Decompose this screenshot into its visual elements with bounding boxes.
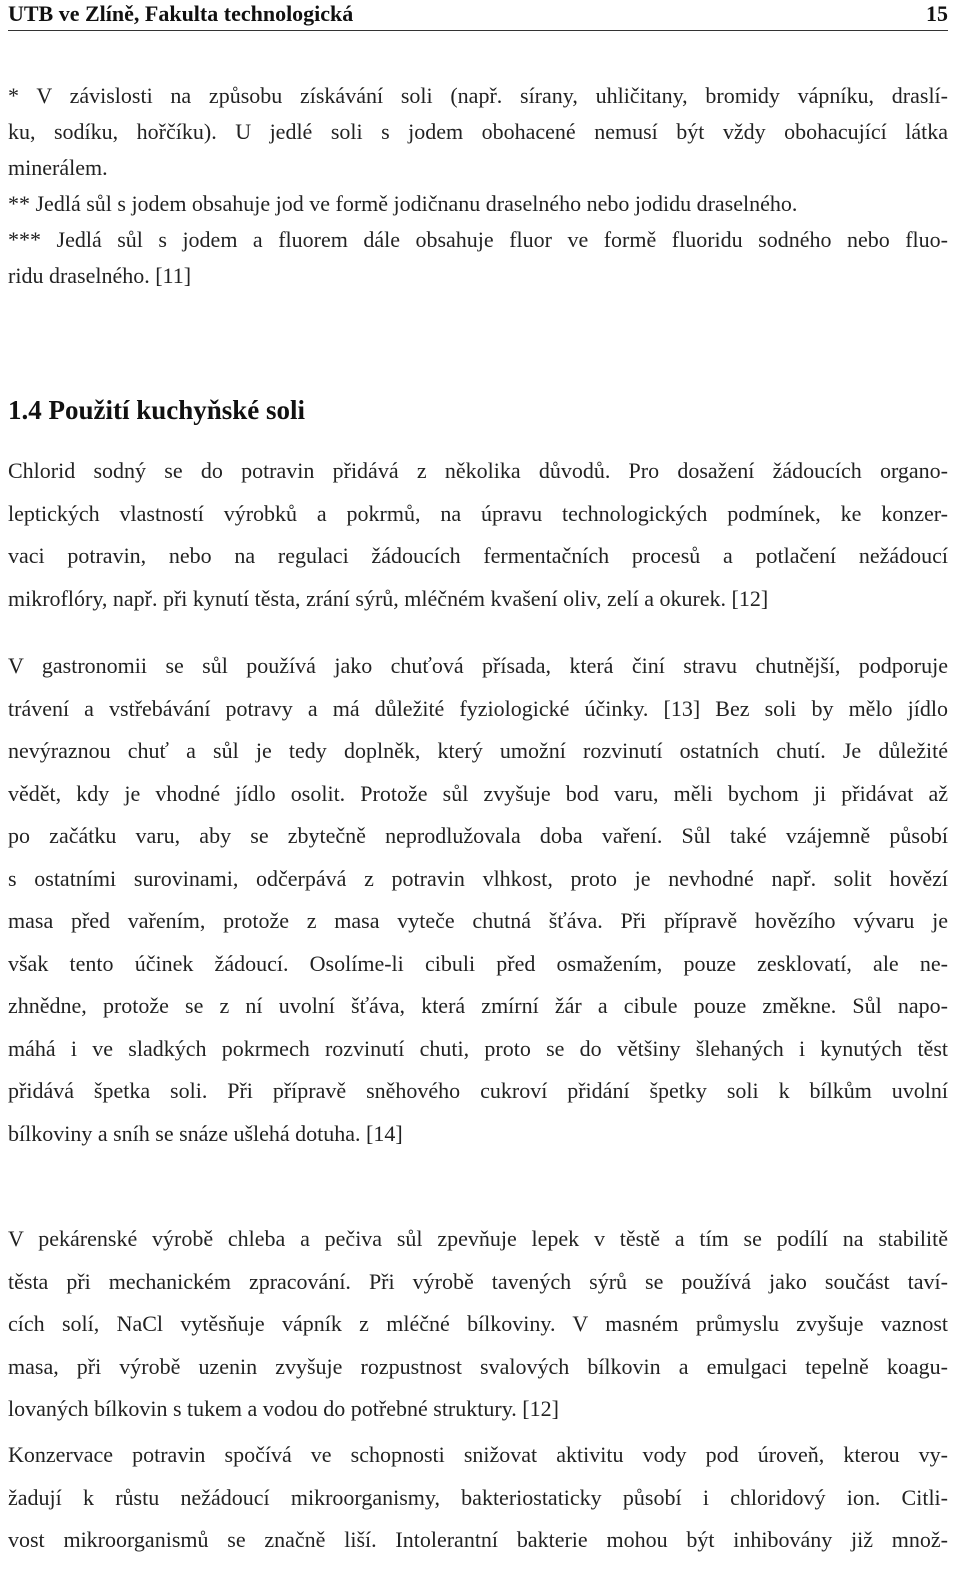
text-line: masa, při výrobě uzenin zvyšuje rozpustnost svalových bílkovin a emulgaci tepelně koagu- xyxy=(8,1353,948,1379)
paragraph xyxy=(8,450,948,620)
text-line: vědět, kdy je vhodné jídlo osolit. Protože sůl zvyšuje bod varu, měli bychom ji přidávat až xyxy=(8,780,948,806)
text-line: lovaných bílkovin s tukem a vodou do potřebné struktury. [12] xyxy=(8,1396,559,1421)
note-line: * V závislosti na způsobu získávání soli (např. sírany, uhličitany, bromidy vápníku, draslí- xyxy=(8,83,948,108)
note-line: minerálem. xyxy=(8,155,108,180)
text-line: však tento účinek žádoucí. Osolíme-li cibuli před osmažením, pouze zesklovatí, ale ne- xyxy=(8,950,948,976)
note-line: *** Jedlá sůl s jodem a fluorem dále obsahuje fluor ve formě fluoridu sodného nebo fluo- xyxy=(8,227,948,252)
text-line: s ostatními surovinami, odčerpává z potravin vlhkost, proto je nevhodné např. solit hovězí xyxy=(8,865,948,891)
text-line: Konzervace potravin spočívá ve schopnosti snižovat aktivitu vody pod úroveň, kterou vy- xyxy=(8,1442,948,1467)
paragraph xyxy=(8,1218,948,1431)
text-line: po začátku varu, aby se zbytečně neprodlužovala doba vaření. Sůl také vzájemně působí xyxy=(8,823,948,848)
text-line: zhnědne, protože se z ní uvolní šťáva, která zmírní žár a cibule pouze změkne. Sůl napo- xyxy=(8,993,948,1018)
text-line: nevýraznou chuť a sůl je tedy doplněk, který umožní rozvinutí ostatních chutí. Je důležité xyxy=(8,738,948,763)
text-line: V pekárenské výrobě chleba a pečiva sůl zpevňuje lepek v těstě a tím se podílí na stabilitě xyxy=(8,1226,948,1251)
text-line: těsta při mechanickém zpracování. Při výrobě tavených sýrů se používá jako součást taví- xyxy=(8,1268,948,1294)
note-line: ** Jedlá sůl s jodem obsahuje jod ve formě jodičnanu draselného nebo jodidu draselného. xyxy=(8,191,798,216)
text-line: V gastronomii se sůl používá jako chuťová přísada, která činí stravu chutnější, podporuje xyxy=(8,653,948,678)
text-line: máhá i ve sladkých pokrmech rozvinutí chuti, proto se do většiny šlehaných i kynutých těst xyxy=(8,1035,948,1061)
page-header xyxy=(8,0,948,31)
page-number: 15 xyxy=(926,1,948,26)
text-line: Chlorid sodný se do potravin přidává z několika důvodů. Pro dosažení žádoucích organo- xyxy=(8,458,948,483)
text-line: bílkoviny a sníh se snáze ušlehá dotuha. [14] xyxy=(8,1120,403,1146)
text-line: cích solí, NaCl vytěsňuje vápník z mléčné bílkoviny. V masném průmyslu zvyšuje vaznost xyxy=(8,1311,948,1336)
text-line: žadují k růstu nežádoucí mikroorganismy, bakteriostaticky působí i chloridový ion. Citli- xyxy=(8,1484,948,1510)
text-line: vost mikroorganismů se značně liší. Intolerantní bakterie mohou být inhibovány již množ- xyxy=(8,1527,948,1552)
header-title: UTB ve Zlíně, Fakulta technologická xyxy=(8,1,354,26)
note-line: ku, sodíku, hořčíku). U jedlé soli s jodem obohacené nemusí být vždy obohacující látka xyxy=(8,119,948,144)
text-line: mikroflóry, např. při kynutí těsta, zrání sýrů, mléčném kvašení oliv, zelí a okurek. [12] xyxy=(8,585,769,611)
paragraph xyxy=(8,1434,948,1562)
footnotes-block xyxy=(8,78,948,294)
text-line: leptických vlastností výrobků a pokrmů, na úpravu technologických podmínek, ke konzer- xyxy=(8,500,948,526)
text-line: přidává špetka soli. Při přípravě sněhového cukroví přidání špetky soli k bílkům uvolní xyxy=(8,1078,948,1103)
text-line: trávení a vstřebávání potravy a má důležité fyziologické účinky. [13] Bez soli by mělo jídlo xyxy=(8,695,948,721)
paragraph xyxy=(8,645,948,1155)
text-line: masa před vařením, protože z masa vyteče chutná šťáva. Při přípravě hovězího vývaru je xyxy=(8,908,948,933)
note-line: ridu draselného. [11] xyxy=(8,263,192,288)
text-line: vaci potravin, nebo na regulaci žádoucích fermentačních procesů a potlačení nežádoucí xyxy=(8,543,948,568)
section-heading: 1.4 Použití kuchyňské soli xyxy=(8,395,306,425)
